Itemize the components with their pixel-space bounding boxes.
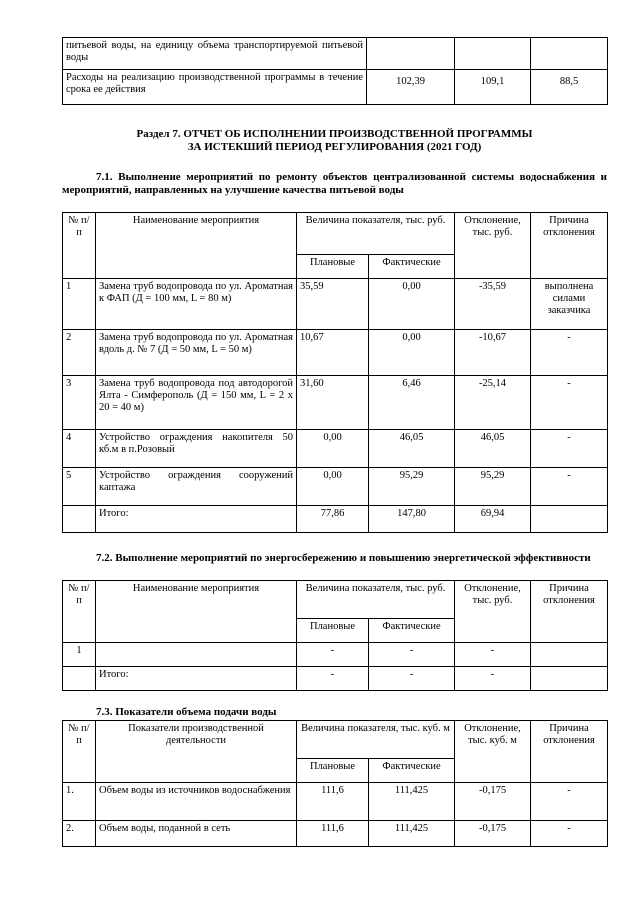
table-row (63, 783, 608, 821)
dev-cell: 46,05 (455, 430, 531, 468)
col-reason-header: Причина отклонения (531, 213, 608, 279)
col-name-header: Наименование мероприятия (96, 581, 297, 643)
section-title-line1: Раздел 7. ОТЧЕТ ОБ ИСПОЛНЕНИИ ПРОИЗВОДСТВЕННОЙ ПРОГРАММЫ (136, 128, 533, 140)
dev-cell: - (455, 643, 531, 667)
table-total-row (63, 667, 608, 691)
table-row (63, 376, 608, 430)
pct-cell (531, 38, 608, 70)
total-fact: - (369, 667, 455, 691)
col-name-header: Наименование мероприятия (96, 213, 297, 279)
row-num: 1. (63, 783, 96, 821)
heading-7-3: 7.3. Показатели объема подачи воды (96, 706, 277, 718)
plan-cell: 35,59 (297, 279, 369, 330)
row-name: питьевой воды, на единицу объема транспортируемой питьевой воды (63, 38, 367, 70)
heading-7-1: 7.1. Выполнение мероприятий по ремонту объектов централизованной системы водоснабжения и мероприятий, направленных на улучшение качества питьевой воды (62, 171, 607, 196)
plan-cell (367, 38, 455, 70)
total-dev: 69,94 (455, 506, 531, 533)
col-fact-header: Фактические (369, 255, 455, 279)
row-name: Устройство ограждения накопителя 50 кб.м в п.Розовый (96, 430, 297, 468)
row-num: 2 (63, 330, 96, 376)
dev-cell: -10,67 (455, 330, 531, 376)
col-value-header: Величина показателя, тыс. руб. (297, 581, 455, 619)
col-dev-header: Отклонение, тыс. руб. (455, 581, 531, 643)
dev-cell: 95,29 (455, 468, 531, 506)
plan-cell: 0,00 (297, 468, 369, 506)
table-row (63, 38, 608, 70)
table-row (63, 643, 608, 667)
col-dev-header: Отклонение, тыс. куб. м (455, 721, 531, 783)
fact-cell: 6,46 (369, 376, 455, 430)
fact-cell: 0,00 (369, 279, 455, 330)
row-name: Замена труб водопровода по ул. Ароматная к ФАП (Д = 100 мм, L = 80 м) (96, 279, 297, 330)
table-row (63, 468, 608, 506)
top-table (62, 37, 608, 105)
plan-cell: 31,60 (297, 376, 369, 430)
reason-cell: - (531, 430, 608, 468)
plan-cell: 102,39 (367, 70, 455, 105)
table-row (63, 430, 608, 468)
dev-cell: -25,14 (455, 376, 531, 430)
reason-cell: - (531, 821, 608, 847)
row-num: 2. (63, 821, 96, 847)
col-num-header: № п/п (63, 721, 96, 783)
total-reason (531, 667, 608, 691)
col-plan-header: Плановые (297, 619, 369, 643)
total-dev: - (455, 667, 531, 691)
section-title (62, 128, 607, 154)
total-plan: 77,86 (297, 506, 369, 533)
col-num-header: № п/п (63, 213, 96, 279)
fact-cell: 46,05 (369, 430, 455, 468)
dev-cell: -0,175 (455, 821, 531, 847)
table-7-3 (62, 720, 608, 847)
plan-cell: 0,00 (297, 430, 369, 468)
table-row (63, 821, 608, 847)
table-header-row (63, 213, 608, 255)
col-fact-header: Фактические (369, 759, 455, 783)
total-label: Итого: (96, 667, 297, 691)
col-num-header: № п/п (63, 581, 96, 643)
total-reason (531, 506, 608, 533)
fact-cell: 95,29 (369, 468, 455, 506)
fact-cell: 111,425 (369, 783, 455, 821)
row-name: Замена труб водопровода по ул. Ароматная вдоль д. № 7 (Д = 50 мм, L = 50 м) (96, 330, 297, 376)
plan-cell: 111,6 (297, 821, 369, 847)
row-name: Расходы на реализацию производственной программы в течение срока ее действия (63, 70, 367, 105)
fact-cell: 0,00 (369, 330, 455, 376)
table-7-1 (62, 212, 608, 533)
row-num: 5 (63, 468, 96, 506)
fact-cell (455, 38, 531, 70)
total-label: Итого: (96, 506, 297, 533)
plan-cell: 111,6 (297, 783, 369, 821)
row-name: Объем воды из источников водоснабжения (96, 783, 297, 821)
dev-cell: -0,175 (455, 783, 531, 821)
table-header-row (63, 581, 608, 619)
col-plan-header: Плановые (297, 759, 369, 783)
row-num: 4 (63, 430, 96, 468)
row-name: Объем воды, поданной в сеть (96, 821, 297, 847)
section-title-line2: ЗА ИСТЕКШИЙ ПЕРИОД РЕГУЛИРОВАНИЯ (2021 ГОД) (187, 141, 482, 153)
reason-cell: - (531, 376, 608, 430)
reason-cell: выполнена силами заказчика (531, 279, 608, 330)
fact-cell: 109,1 (455, 70, 531, 105)
heading-7-2: 7.2. Выполнение мероприятий по энергосбережению и повышению энергетической эффективности (96, 552, 591, 564)
reason-cell: - (531, 783, 608, 821)
table-header-row (63, 721, 608, 759)
row-num: 1 (63, 643, 96, 667)
row-name: Замена труб водопровода под автодорогой Ялта - Симферополь (Д = 150 мм, L = 2 х 20 = 40 м) (96, 376, 297, 430)
total-plan: - (297, 667, 369, 691)
table-row (63, 330, 608, 376)
table-total-row (63, 506, 608, 533)
reason-cell: - (531, 468, 608, 506)
plan-cell: 10,67 (297, 330, 369, 376)
table-row (63, 279, 608, 330)
col-reason-header: Причина отклонения (531, 581, 608, 643)
col-dev-header: Отклонение, тыс. руб. (455, 213, 531, 279)
col-name-header: Показатели производственной деятельности (96, 721, 297, 783)
col-fact-header: Фактические (369, 619, 455, 643)
row-name: Устройство ограждения сооружений каптажа (96, 468, 297, 506)
table-row (63, 70, 608, 105)
fact-cell: - (369, 643, 455, 667)
reason-cell: - (531, 330, 608, 376)
plan-cell: - (297, 643, 369, 667)
pct-cell: 88,5 (531, 70, 608, 105)
total-fact: 147,80 (369, 506, 455, 533)
col-reason-header: Причина отклонения (531, 721, 608, 783)
col-value-header: Величина показателя, тыс. куб. м (297, 721, 455, 759)
row-num: 1 (63, 279, 96, 330)
col-plan-header: Плановые (297, 255, 369, 279)
dev-cell: -35,59 (455, 279, 531, 330)
row-name (96, 643, 297, 667)
reason-cell (531, 643, 608, 667)
fact-cell: 111,425 (369, 821, 455, 847)
col-value-header: Величина показателя, тыс. руб. (297, 213, 455, 255)
row-num: 3 (63, 376, 96, 430)
table-7-2 (62, 580, 608, 691)
